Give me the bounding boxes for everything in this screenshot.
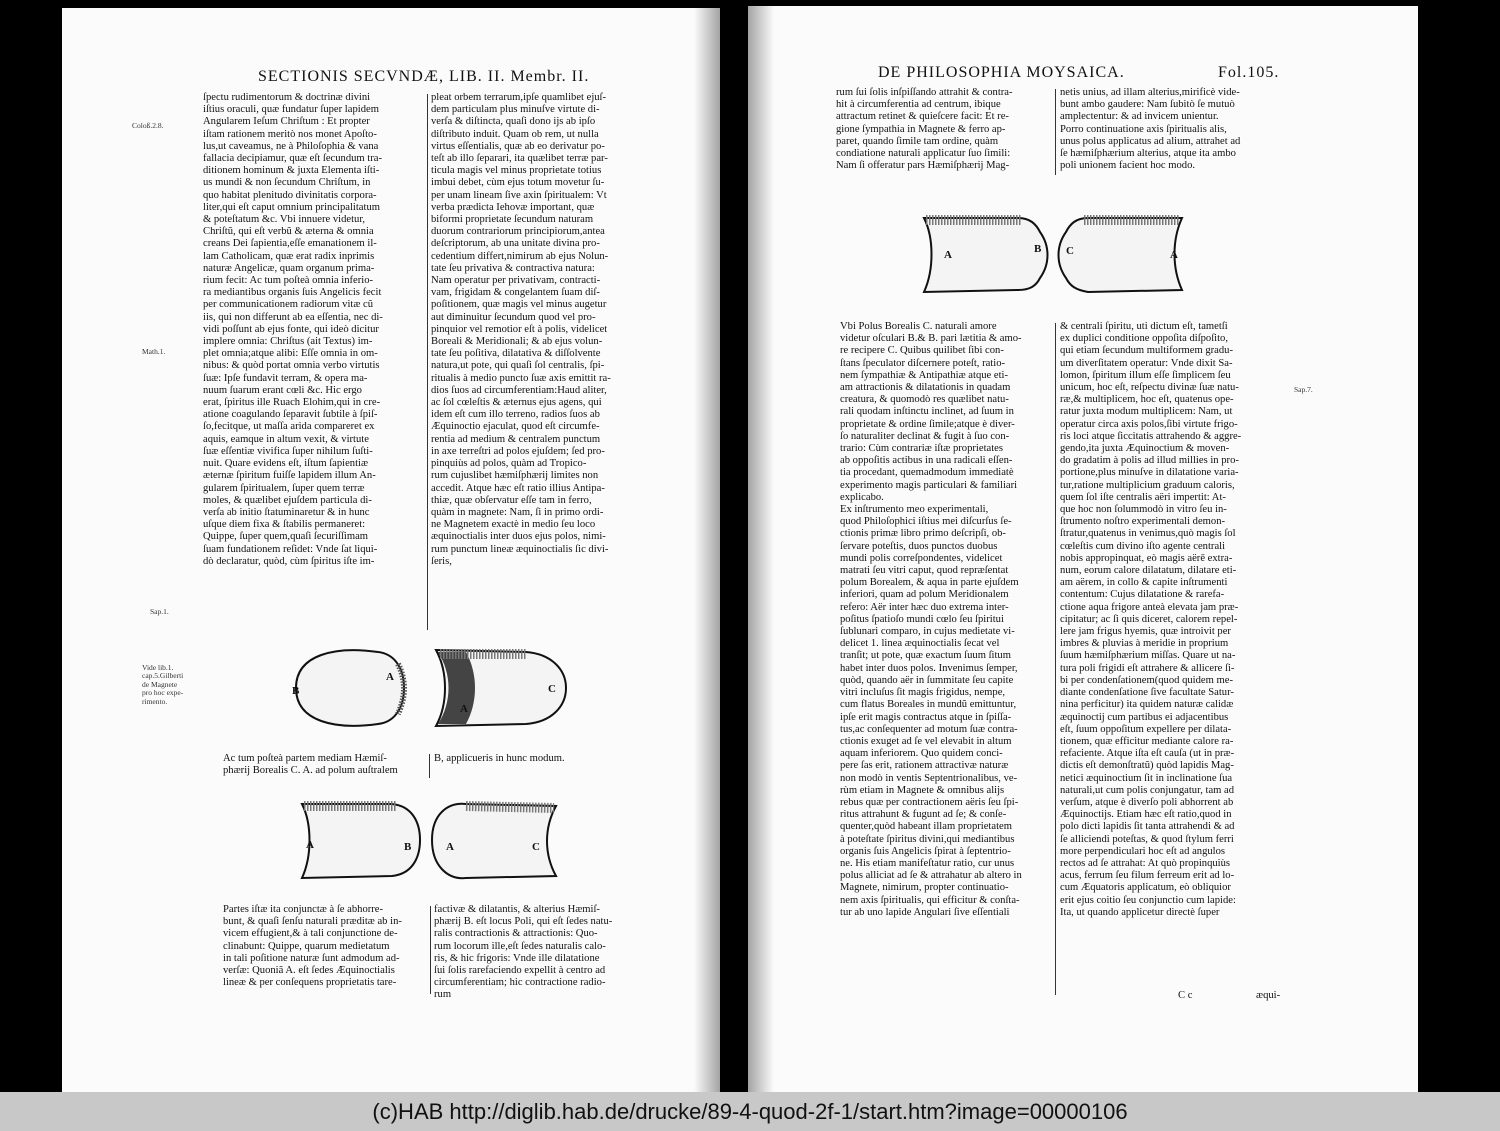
pole-label: A (306, 839, 314, 851)
magnet-illustration (296, 792, 426, 888)
text-column-2: & centrali ſpiritu, uti dictum eſt, tametſi ex duplici conditione oppoſita diſpoſito, qui etiam ſecundum multiformem gradu- um diverſitatem operatur: Vnde dixit Sa- lomon, ſpiritum illum eſſe ſimplicem ſeu unicum, hoc eſt, reſpectu divinæ ſuæ natu- ræ,& multiplicem, hoc eſt, quatenus ope- ratur juxta modum multiplicem: Nam, ut operatur circa axis polos,ſibi virtute frigo- ris loci atque ſiccitatis attrahendo & aggre- gendo,ita juxta Æquinoctium & moven- do gradatim à polis ad illud millies in pro- portione,plus minuſve in dilatatione varia- tur,ratione multiplicium graduum caloris, quem ſol iſte centralis aëri impertit: At- que hoc non ſolummodò in vitro ſeu in- ſtrumento noſtro experimentali demon- ſtratur,quatenus in venimus,quò magis ſol cœleſtis cum divino iſto agente centrali nobis appropinquat, eò magis aërē extra- num, eorum calore dilatatum, dilatare eti- am aërem, in collo & capite inſtrumenti contentum: Cujus dilatatione & rarefa- ctione aqua frigore anteà elevata jam præ- cipitatur; ac ſi quis diceret, calorem repel- lere jam frigus hyemis, quæ introivit per imbres & pluvias à meridie in proprium ſuum hæmiſphærium miſſas. Quare ut na- tura poli frigidi eſt attrahere & allicere ſi- bi per condenſationem(quod quidem me- diante condenſatione ſive facultate Satur- nina perficitur) ita quidem naturæ calidæ æquinoctij cum partibus ei adjacentibus eſt, ſuum oppoſitum expellere per dilata- tionem, quæ efficitur mediante calore ra- refaciente. Atque iſta eſt cauſa (ut in præ- dictis eſt demonſtratũ) quòd lapidis Mag- netici æquinoctium ſit in inclinatione ſua naturali,ut cum polis conjungatur, tam ad verſum, atque è diverſo poli abhorrent ab Æquinoctijs. Etiam hæc eſt ratio,quod in polo dicti lapidis ſit tanta attrahendi & ad ſe alliciendi poteſtas, & quod ſtylum ferri more perpendiculari hoc eſt ad angulos rectos ad ſe attrahat: At quò propinquiùs acus, ferrum ſeu filum ferreum erit ad lo- cum Æquatoris applicatum, eò obliquior erit ejus coitio ſeu conjunctio cum lapide: Ita, ut quando applicetur directè ſuper (1060, 321, 1242, 918)
margin-note: Coloß.2.8. (132, 121, 164, 130)
running-header: SECTIONIS SECVNDÆ, LIB. II. Membr. II. (258, 68, 590, 85)
text-column-1: rum ſui ſolis inſpiſſando attrahit & contra- hit à circumferentia ad centrum, ibique attractum retinet & quieſcere facit: Et re- gione ſympathia in Magnete & ferro ap- paret, quando ſimile tam ordine, quàm condiatione naturali applicatur ſuo ſimili: Nam ſi offeratur pars Hæmiſphærij Mag- (836, 87, 1013, 172)
pole-label: A (1170, 249, 1178, 261)
magnet-illustration (1048, 206, 1188, 302)
text-column-2: pleat orbem terrarum,ipſe quamlibet ejuſ- dem particulam plus minuſve virtute di- verſa & diſtincta, quaſi dono ijs ab ipſo diſtributo induit. Quam ob rem, ut nulla virtus eſſentialis, quæ ab eo derivatur po- teſt ab illo ſeparari, ita quælibet terræ par- ticula magis vel minus proprietate totius imbui debet, cùm ejus totum movetur ſu- per unam lineam ſive axin ſpiritualem: Vt verba prædicta Iehovæ important, quæ biformi proprietate ſecundum naturam duorum contrariorum principiorum,antea deſcriptorum, ab una unitate divina pro- cedentium differt,nimirum ab ejus Nolun- tate ſeu privativa & contractiva natura: Nam operatur per privativam, contracti- vam, frigidam & congelantem ſuam diſ- poſitionem, quæ magis vel minus augetur aut diminuitur ſecundum quod vel pro- pinquior vel remotior eſt à polis, videlicet Boreali & Meridionali; & ab ejus volun- tate ſeu poſitiva, dilatativa & diſſolvente natura,ut pote, qui quaſi ſol centralis, ſpi- ritualis à medio puncto ſuæ axis emittit ra- dios ſuos ad circumferentiam:Haud aliter, ac ſol cœleſtis & æternus ejus agens, qui idem eſt cum illo terreno, radios ſuos ab Æquinoctio ejaculat, quod eſt circumfe- rentia ad medium & centralem punctum in axe terreſtri ad polos ejuſdem; ſed pro- pinquiùs ad polos, quàm ad Tropico- rum cujuslibet hæmiſphærij limites non accedit. Atque hæc eſt ratio illius Antipa- thiæ, quæ obſervatur eſſe tam in ferro, quàm in magnete: Nam, ſi in primo ordi- ne Magnetem exactè in medio ſeu loco æquinoctialis inter duos ejus polos, nimi- rum punctum lineæ æquinoctialis ſic divi- ſeris, (431, 92, 611, 567)
magnet-illustration (918, 206, 1058, 302)
pole-label: B (404, 841, 412, 853)
pole-label: A (944, 249, 952, 261)
text-column-1: Vbi Polus Borealis C. naturali amore videtur oſculari B.& B. pari lætitia & amo- re recipere C. Quibus quilibet ſibi con- ſtans ſpeculator diſcernere poteſt, ratio- nem ſympathiæ & Antipathiæ atque eti- am attractionis & dilatationis in quadam creatura, & quomodò res quælibet natu- rali quodam inſtinctu inclinet, ad ſuum in proprietate & ordine ſimile;atque è diver- ſo naturaliter declinat & fugit à ſuo con- trario: Cùm contrariæ iſtæ proprietates ab oppoſitis actibus in una radicali eſſen- tia procedant, quemadmodum immediatè experimento magis particulari & familiari explicabo. Ex inſtrumento meo experimentali, quod Philoſophici iſtius mei diſcurſus ſe- ctionis primæ libro primo deſcripſi, ob- ſervare poteſtis, duos punctos duobus mundi polis correſpondentes, videlicet matrati ſeu vitri caput, quod repræſentat polum Borealem, & aqua in parte ejuſdem inferiori, quam ad polum Meridionalem refero: Aër inter hæc duo extrema inter- poſitus ſpatioſo mundi cœlo ſeu ſpiritui ſublunari comparo, in cujus medietate vi- delicet 1. linea æquinoctialis ſecat vel tranſit; ut pote, quæ exactum ſuum ſitum habet inter duos polos. Invenimus ſemper, quòd, quando aër in ſummitate ſeu capite vitri incluſus ſit magis frigidus, nempe, cum flatus Boreales in mundũ emittuntur, ipſe erit magis contractus atque in ſpiſſa- tus,ac conſequenter ad motum ſuæ contra- ctionis exuget ad ſe vel elevabit in altum aquam inferiorem. Quo quidem conci- pere ſas erit, rationem attractivæ naturæ non modò in ventis Septentrionalibus, ve- rùm etiam in Magnete & omnibus alijs rebus quæ per contractionem aëris ſeu ſpi- ritus attrahunt & fugunt ad ſe; & conſe- quenter,quòd habeant illam proprietatem à poteſtate ſpiritus divini,qui mediantibus organis ſuis Angelicis ſpirat à ſeptentrio- ne. His etiam manifeſtatur ratio, cur unus polus alliciat ad ſe & attrahatur ab altero in Magnete, nimirum, propter continuatio- nem axis ſpiritualis, qui efficitur & conſta- tur ab uno lapide Angulari ſive eſſentiali (840, 321, 1022, 918)
text-column-1: ſpectu rudimentorum & doctrinæ divini iſtius oraculi, quæ fundatur ſuper lapidem Angularem Ieſum Chriſtum : Et propter iſtam rationem meritò nos monet Apoſto- lus,ut caveamus, ne à Philoſophia & vana fallacia decipiamur, quæ eſt ſecundum tra- ditionem hominum & juxta Elementa iſti- us mundi & non ſecundum Chriſtum, in quo habitat plenitudo divinitatis corpora- liter,qui eſt caput omnium principalitatum & poteſtatum &c. Vbi innuere videtur, Chriſtũ, qui eſt verbũ & æterna & omnia creans Dei ſapientia,eſſe emanationem il- lam Catholicam, quæ erat radix inprimis naturæ Angelicæ, quam organum prima- rium fecit: Ac tum poſteà omnia inferio- ra mediantibus organis ſuis Angelicis fecit per communicationem radiorum vitæ cũ iis, qui non differunt ab ea eſſentia, nec di- vidi poſſunt ab ejus fonte, qui ideò dicitur implere omnia: Chriſtus (ait Textus) im- plet omnia;atque alibi: Eſſe omnia in om- nibus: & quòd portat omnia verbo virtutis ſuæ: Ipſe fundavit terram, & opera ma- nuum ſuarum erant cœli &c. Hic ergo erat, ſpiritus ille Ruach Elohim,qui in cre- atione coagulando ſeparavit ſubtile à ſpiſ- ſo,fecitque, ut maſſa arida compareret ex aquis, eamque in altum vexit, & virtute ſuæ eſſentiæ vivifica ſuper nihilum ſuſti- nuit. Quare evidens eſt, iſtum ſapientiæ æternæ ſpiritum fuiſſe lapidem illum An- gularem ſpiritualem, ſuper quem terræ moles, & quælibet ejuſdem particula di- verſa ab initio ſtatuminaretur & in hunc uſque diem fixa & ſtabilis permaneret: Quippe, ſuper quem,quaſi ſecuriſſimam ſuam fundationem reſidet: Vnde ſat liqui- dò declaratur, quòd, cùm ſpiritus iſte im- (203, 92, 383, 567)
pole-label: A (460, 703, 468, 715)
pole-label: C (548, 683, 556, 695)
pole-label: B (292, 685, 300, 697)
figure-caption: B, applicueris in hunc modum. (434, 753, 565, 764)
gutter-shadow (748, 6, 774, 1093)
magnet-illustration (426, 792, 566, 888)
gutter-shadow (694, 8, 720, 1093)
pole-label: C (532, 841, 540, 853)
margin-note: Sap.7. (1294, 385, 1313, 394)
running-header: DE PHILOSOPHIA MOYSAICA. (878, 64, 1125, 81)
signature-mark: C c (1178, 990, 1193, 1001)
text-column-1: Partes iſtæ ita conjunctæ à ſe abhorre- bunt, & quaſi ſenſu naturali præditæ ab in- vicem effugient,& à tali conjunctione de- clinabunt: Quippe, quarum medietatum in tali poſitione naturæ ſunt admodum ad- verſæ: Quoniã A. eſt ſedes Æquinoctialis lineæ & per conſequens proprietatis tare- (223, 904, 402, 989)
margin-note: Vide lib.1. cap.5.Gilberti de Magnete pro hoc expe- rimento. (142, 663, 184, 706)
column-rule (430, 906, 431, 994)
magnet-illustration (426, 640, 576, 736)
pole-label: B (1034, 243, 1042, 255)
magnet-illustration (286, 640, 416, 736)
figure-caption: Ac tum poſteà partem mediam Hæmiſ- phærij Borealis C. A. ad polum auſtralem (223, 753, 398, 777)
pole-label: A (446, 841, 454, 853)
margin-note: Sap.1. (150, 607, 169, 616)
folio-number: Fol.105. (1218, 64, 1280, 81)
catchword: æqui- (1256, 990, 1281, 1001)
text-column-2: netis unius, ad illam alterius,mirificè vide- bunt ambo gaudere: Nam ſubitò ſe mutuò amplectentur: & ad invicem unientur. Porro continuatione axis ſpiritualis alis, unus polus applicatus ad alium, attrahet ad ſe hæmiſphærium alterius, atque ita ambo poli unionem facient hoc modo. (1060, 87, 1241, 172)
pole-label: A (386, 671, 394, 683)
copyright-footer: (c)HAB http://diglib.hab.de/drucke/89-4-quod-2f-1/start.htm?image=00000106 (0, 1092, 1500, 1131)
right-page (748, 6, 1418, 1093)
margin-note: Math.1. (142, 347, 166, 356)
text-column-2: factivæ & dilatantis, & alterius Hæmiſ- phærij B. eſt locus Poli, qui eſt ſedes natu- ralis contractionis & attractionis: Quo- rum locorum ille,eſt ſedes naturalis calo- ris, & hic frigoris: Vnde ille dilatatione ſui ſolis rarefaciendo expellit à centro ad circumferentiam; hic contractione radio- rum (434, 904, 613, 1001)
column-rule (427, 94, 428, 630)
left-page (62, 8, 720, 1093)
column-rule (1055, 323, 1056, 995)
column-rule (429, 754, 430, 778)
pole-label: C (1066, 245, 1074, 257)
column-rule (1055, 89, 1056, 175)
